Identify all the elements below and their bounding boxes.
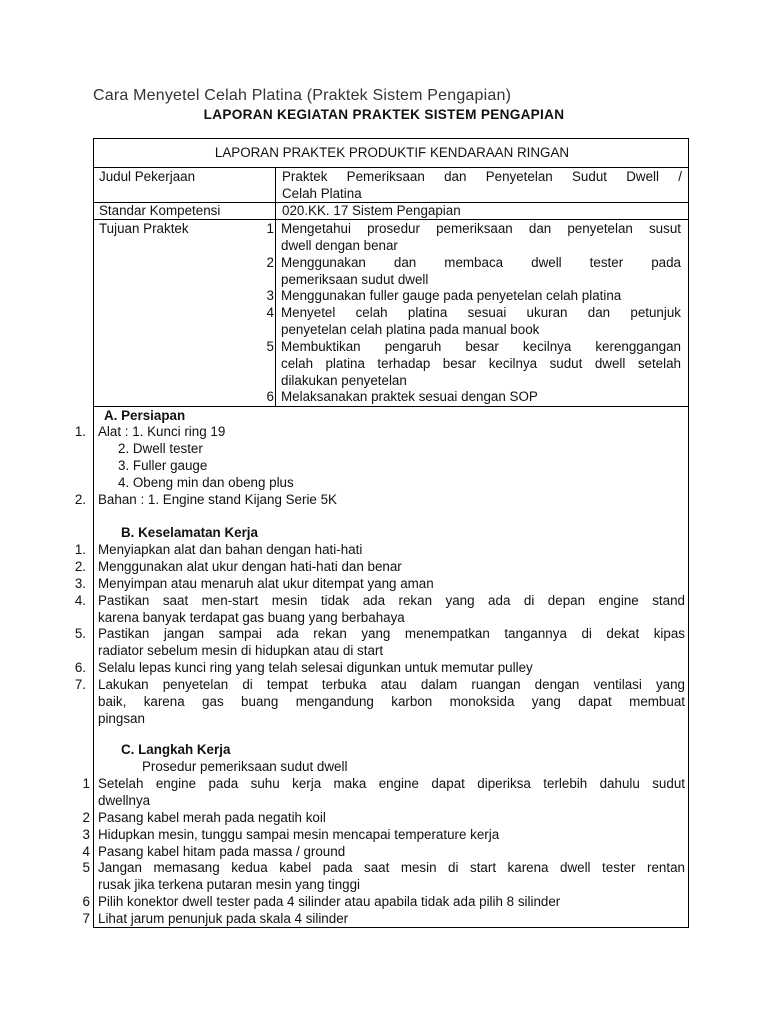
langkah-line: dwellnya: [98, 792, 151, 808]
list-number: 2: [82, 810, 90, 825]
bahan-line: Bahan : 1. Engine stand Kijang Serie 5K: [98, 492, 337, 507]
tujuan-number: 1: [266, 221, 274, 236]
langkah-subtitle: Prosedur pemeriksaan sudut dwell: [142, 759, 348, 774]
tujuan-line: dilakukan penyetelan: [281, 372, 407, 388]
document-title: Cara Menyetel Celah Platina (Praktek Sistem Pengapian): [93, 87, 512, 104]
tujuan-line: Menggunakan fuller gauge pada penyetelan celah platina: [281, 288, 622, 303]
tujuan-line: Mengetahui prosedur pemeriksaan dan penyetelan susut: [281, 221, 681, 236]
tujuan-number: 2: [266, 255, 274, 270]
table-column-divider: [275, 167, 276, 406]
section-keselamatan-title: B. Keselamatan Kerja: [121, 525, 258, 540]
judul-value-line: Praktek Pemeriksaan dan Penyetelan Sudut Dwell /: [282, 169, 682, 184]
standar-value: 020.KK. 17 Sistem Pengapian: [282, 203, 461, 218]
standar-label: Standar Kompetensi: [99, 203, 221, 218]
list-number: 4.: [74, 593, 86, 608]
list-number: 2.: [74, 559, 86, 574]
tujuan-line: Melaksanakan praktek sesuai dengan SOP: [281, 389, 538, 404]
list-number: 6.: [74, 660, 86, 675]
keselamatan-item-text: [98, 677, 685, 727]
keselamatan-line: pingsan: [98, 710, 145, 726]
tujuan-line: dwell dengan benar: [281, 237, 398, 253]
list-number: 7.: [74, 677, 86, 692]
keselamatan-line: karena banyak terdapat gas buang yang berbahaya: [98, 609, 405, 625]
keselamatan-line: radiator sebelum mesin di hidupkan atau di start: [98, 642, 384, 658]
report-heading: LAPORAN KEGIATAN PRAKTEK SISTEM PENGAPIAN: [203, 107, 565, 122]
langkah-line: Setelah engine pada suhu kerja maka engine dapat diperiksa terlebih dahulu sudut: [98, 776, 685, 791]
table-header: LAPORAN PRAKTEK PRODUKTIF KENDARAAN RINGAN: [214, 145, 570, 160]
tujuan-number: 6: [266, 389, 274, 404]
tujuan-number: 4: [266, 305, 274, 320]
keselamatan-line: Menyiapkan alat dan bahan dengan hati-hati: [98, 542, 363, 557]
alat-line: 3. Fuller gauge: [118, 458, 208, 473]
list-number: 4: [82, 844, 90, 859]
tujuan-line: Menyetel celah platina sesuai ukuran dan petunjuk: [281, 305, 681, 320]
keselamatan-line: Menggunakan alat ukur dengan hati-hati dan benar: [98, 559, 402, 574]
alat-line: 4. Obeng min dan obeng plus: [118, 475, 294, 490]
tujuan-line: penyetelan celah platina pada manual book: [281, 321, 540, 337]
keselamatan-item-text: [98, 593, 685, 627]
list-number: 1.: [74, 424, 86, 439]
list-number: 7: [82, 911, 90, 926]
list-number: 3.: [74, 576, 86, 591]
tujuan-number: 5: [266, 339, 274, 354]
keselamatan-line: Pastikan jangan sampai ada rekan yang menempatkan tangannya di dekat kipas: [98, 626, 685, 641]
langkah-line: Pasang kabel merah pada negatih koil: [98, 810, 326, 825]
list-number: 1.: [74, 542, 86, 557]
tujuan-line: celah platina terhadap besar kecilnya sudut dwell setelah: [281, 355, 681, 371]
langkah-line: Jangan memasang kedua kabel pada saat mesin di start karena dwell tester rentan: [98, 860, 685, 875]
keselamatan-line: Pastikan saat men-start mesin tidak ada rekan yang ada di depan engine stand: [98, 593, 685, 608]
langkah-item-text: [98, 860, 685, 894]
langkah-line: Hidupkan mesin, tunggu sampai mesin mencapai temperature kerja: [98, 827, 500, 842]
tujuan-line: Menggunakan dan membaca dwell tester pada: [281, 255, 681, 270]
keselamatan-line: Selalu lepas kunci ring yang telah selesai digunkan untuk memutar pulley: [98, 660, 533, 675]
judul-value: [282, 169, 682, 203]
langkah-line: Pasang kabel hitam pada massa / ground: [98, 844, 346, 859]
section-langkah-title: C. Langkah Kerja: [121, 742, 231, 757]
list-number: 6: [82, 894, 90, 909]
langkah-line: Pilih konektor dwell tester pada 4 silinder atau apabila tidak ada pilih 8 silinder: [98, 894, 561, 909]
keselamatan-line: Menyimpan atau menaruh alat ukur ditempat yang aman: [98, 576, 434, 591]
langkah-item-text: [98, 776, 685, 810]
tujuan-label: Tujuan Praktek: [99, 221, 189, 236]
keselamatan-line: baik, karena gas buang mengandung karbon monoksida yang dapat membuat: [98, 693, 685, 709]
section-persiapan-title: A. Persiapan: [104, 408, 186, 423]
judul-value-line: Celah Platina: [282, 185, 362, 201]
judul-label: Judul Pekerjaan: [99, 169, 196, 184]
list-number: 5.: [74, 626, 86, 641]
list-number: 5: [82, 860, 90, 875]
langkah-line: rusak jika terkena putaran mesin yang tinggi: [98, 876, 361, 892]
tujuan-line: pemeriksaan sudut dwell: [281, 271, 429, 287]
list-number: 2.: [74, 492, 86, 507]
alat-line: Alat : 1. Kunci ring 19: [98, 424, 226, 439]
keselamatan-line: Lakukan penyetelan di tempat terbuka atau dalam ruangan dengan ventilasi yang: [98, 677, 685, 692]
report-table: [74, 138, 689, 928]
list-number: 3: [82, 827, 90, 842]
langkah-line: Lihat jarum penunjuk pada skala 4 silinder: [98, 911, 349, 926]
alat-line: 2. Dwell tester: [118, 441, 203, 456]
list-number: 1: [82, 776, 90, 791]
keselamatan-item-text: [98, 626, 685, 660]
tujuan-number: 3: [266, 288, 274, 303]
tujuan-line: Membuktikan pengaruh besar kecilnya kerenggangan: [281, 339, 681, 354]
table-rule: [94, 406, 688, 407]
table-rule: [94, 167, 688, 168]
